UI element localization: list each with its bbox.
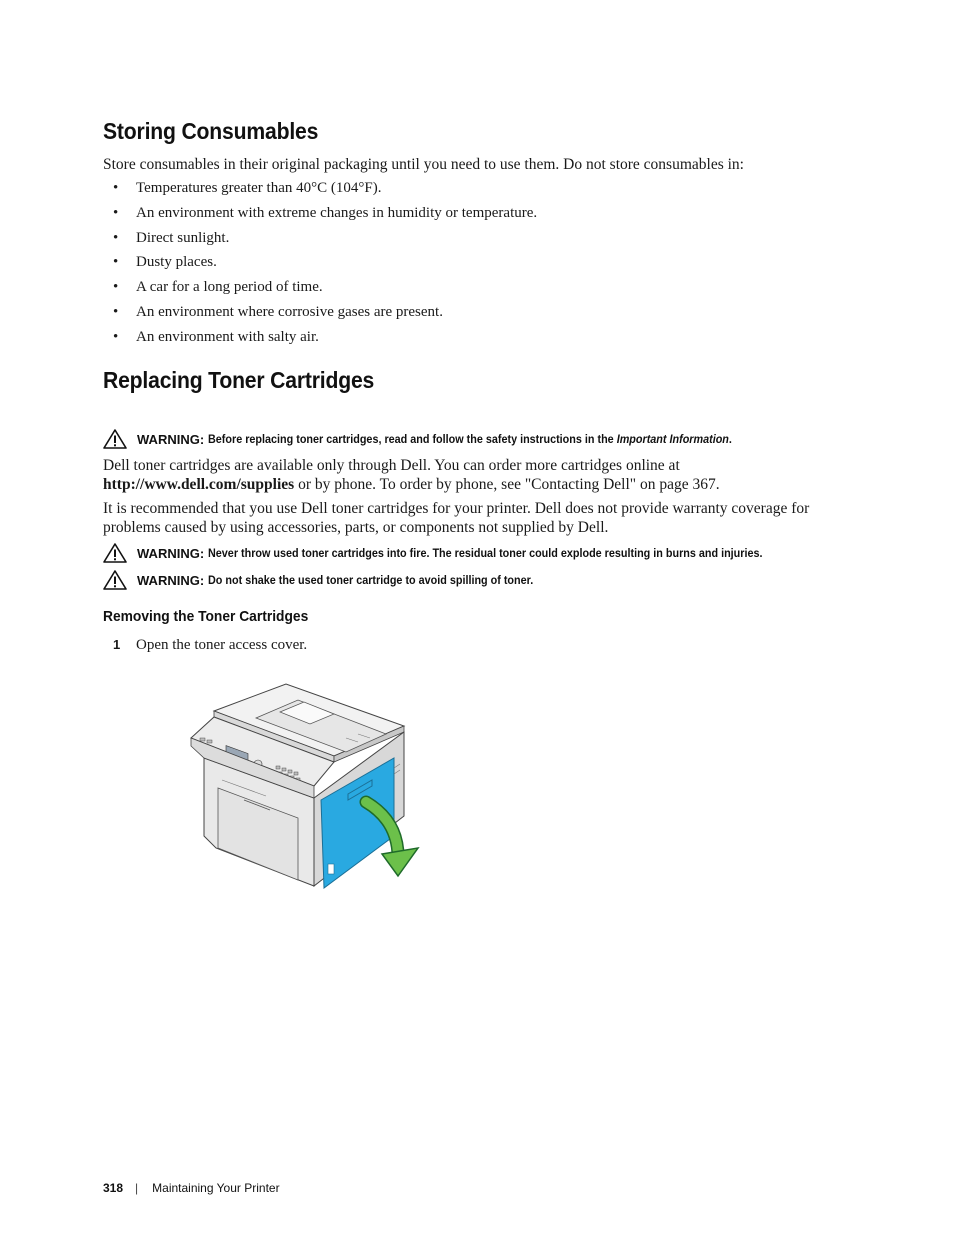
warning-text: Never throw used toner cartridges into fire. The residual toner could explode resulting in burns and injuries. [208, 546, 763, 560]
step-text: Open the toner access cover. [136, 637, 308, 653]
chapter-title: Maintaining Your Printer [152, 1181, 280, 1195]
warning-text: Do not shake the used toner cartridge to avoid spilling of toner. [208, 573, 534, 587]
list-item: • A car for a long period of time. [113, 279, 323, 296]
warning-label: WARNING: [137, 572, 205, 588]
list-item: • An environment where corrosive gases are present. [113, 303, 443, 320]
storage-conditions-list [103, 179, 537, 353]
warning-label: WARNING: [137, 545, 205, 561]
list-item: • Dusty places. [113, 254, 217, 271]
important-information-reference: Important Information [616, 432, 730, 446]
step-item [113, 635, 307, 655]
warning-triangle-icon [103, 570, 127, 590]
list-item: • Temperatures greater than 40°C (104°F). [113, 180, 382, 196]
list-item: • An environment with salty air. [113, 328, 319, 345]
warning-label: WARNING: [137, 431, 205, 447]
page-footer [103, 1181, 280, 1195]
section-title-storing-consumables: Storing Consumables [103, 118, 319, 144]
list-item: • An environment with extreme changes in humidity or temperature. [113, 204, 538, 221]
section-title-replacing-toner: Replacing Toner Cartridges [103, 367, 375, 393]
list-item: • Direct sunlight. [113, 229, 230, 246]
warning-triangle-icon [103, 543, 127, 563]
footer-separator: | [135, 1181, 139, 1195]
storing-intro-paragraph: Store consumables in their original packaging until you need to use them. Do not store consumables in: [103, 156, 744, 173]
step-number: 1 [113, 637, 121, 652]
warning-fire [103, 542, 824, 564]
page-number: 318 [103, 1181, 124, 1195]
warranty-paragraph: It is recommended that you use Dell toner cartridges for your printer. Dell does not provide warranty coverage for problems caused by using accessories, parts, or components not supplied by Dell. [103, 500, 810, 536]
dell-ordering-paragraph: Dell toner cartridges are available only through Dell. You can order more cartridges online at http://www.dell.com/supplies or by phone. To order by phone, see "Contacting Dell" on page 367. [103, 457, 720, 493]
dell-supplies-link[interactable]: http://www.dell.com/supplies [103, 476, 295, 493]
printer-toner-cover-illustration [186, 676, 426, 896]
subsection-title-removing-toner: Removing the Toner Cartridges [103, 608, 309, 625]
warning-shake [103, 569, 570, 591]
warning-safety-instructions [103, 428, 790, 450]
warning-text: Before replacing toner cartridges, read and follow the safety instructions in the Important Information. [208, 432, 733, 446]
warning-triangle-icon [103, 429, 127, 449]
